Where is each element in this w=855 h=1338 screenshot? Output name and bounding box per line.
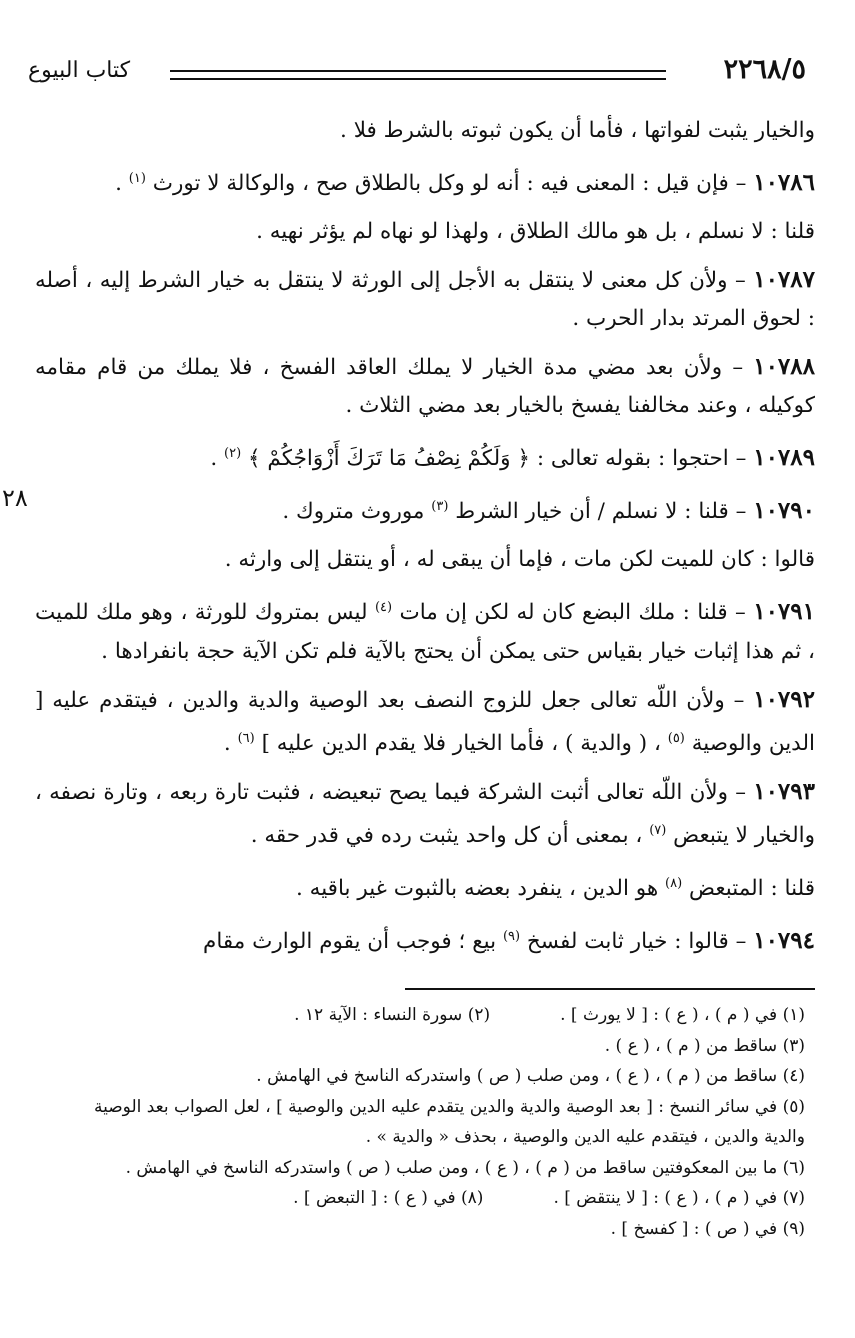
issue-number: ١٠٧٨٨ bbox=[753, 353, 815, 381]
footnote-separator bbox=[405, 988, 815, 990]
issue-number: ١٠٧٨٩ bbox=[753, 444, 815, 472]
paragraph: ١٠٧٩١ – قلنا : ملك البضع كان له لكن إن مات $^{(٤)}$ ليس بمتروك للورثة ، وهو ملك للميت ، ثم هذا إثبات خيار بقياس حتى يمكن أن يحتج بالآية فلم تكن الآية حجة بانفرادها . bbox=[35, 598, 815, 664]
paragraph: ١٠٧٨٧ – ولأن كل معنى لا ينتقل به الأجل إلى الورثة لا ينتقل به خيار الشرط إليه ، أصله : لحوق المرتد بدار الحرب . bbox=[35, 266, 815, 332]
footnote-ref: (٧) bbox=[649, 822, 667, 838]
footnote-ref: (٨) bbox=[665, 875, 683, 891]
running-header bbox=[28, 50, 806, 90]
paragraph: قلنا : لا نسلم ، بل هو مالك الطلاق ، ولهذا لو نهاه لم يؤثر نهيه . bbox=[256, 219, 815, 245]
footnote: (٥) في سائر النسخ : [ بعد الوصية والدية والدين يتقدم عليه الدين والوصية ] ، لعل الصواب بعد الوصية والدية والدين ، فيتقدم عليه الدين والوصية ، بحذف « والدية » . bbox=[93, 1096, 805, 1147]
page-number: ٢٢٦٨/٥ bbox=[723, 54, 806, 85]
footnote: (٣) ساقط من ( م ) ، ( ع ) . bbox=[604, 1035, 805, 1056]
issue-number: ١٠٧٩٠ bbox=[753, 497, 815, 525]
paragraph: ١٠٧٩٢ – ولأن اللّه تعالى جعل للزوج النصف بعد الوصية والدية والدين ، فيتقدم عليه [ الدين والوصية $^{(٥)}$ ، ( والدية ) ، فأما الخيار فلا يقدم الدين عليه ] $^{(٦)}$ . bbox=[35, 685, 815, 756]
footnote-ref: (٩) bbox=[502, 929, 521, 945]
main-text bbox=[35, 112, 815, 971]
footnotes bbox=[60, 1000, 805, 1244]
paragraph: والخيار يثبت لفواتها ، فأما أن يكون ثبوته بالشرط فلا . bbox=[340, 118, 815, 143]
paragraph: ١٠٧٨٩ – احتجوا : بقوله تعالى : ﴿ وَلَكُمْ نِصْفُ مَا تَرَكَ أَزْوَاجُكُمْ ﴾ $^{(٢)}$ . bbox=[210, 444, 815, 472]
footnote: (٨) في ( ع ) : [ التبعض ] . bbox=[293, 1188, 484, 1208]
footnote: (٦) ما بين المعكوفتين ساقط من ( م ) ، ( ع ) ، ومن صلب ( ص ) واستدركه الناسخ في الهامش . bbox=[125, 1157, 805, 1178]
margin-folio-number: ٢٨ bbox=[2, 484, 28, 512]
footnote-ref: (٤) bbox=[374, 600, 393, 616]
issue-number: ١٠٧٩١ bbox=[753, 598, 815, 626]
issue-number: ١٠٧٩٤ bbox=[753, 927, 815, 955]
paragraph: ١٠٧٩٠ – قلنا : لا نسلم / أن خيار الشرط $^{(٣)}$ موروث متروك . bbox=[282, 497, 815, 525]
issue-number: ١٠٧٨٦ bbox=[753, 169, 815, 197]
paragraph: ١٠٧٨٨ – ولأن بعد مضي مدة الخيار لا يملك العاقد الفسخ ، فلا يملك من قام مقامه كوكيله ، وعند مخالفنا يفسخ بالخيار بعد مضي الثلاث . bbox=[35, 353, 815, 419]
issue-number: ١٠٧٨٧ bbox=[753, 266, 815, 294]
paragraph: ١٠٧٨٦ – فإن قيل : المعنى فيه : أنه لو وكل بالطلاق صح ، والوكالة لا تورث $^{(١)}$ . bbox=[115, 169, 815, 197]
footnote: (٤) ساقط من ( م ) ، ( ع ) ، ومن صلب ( ص ) واستدركه الناسخ في الهامش . bbox=[256, 1066, 805, 1086]
footnote-ref: (٦) bbox=[237, 730, 255, 746]
footnote-ref: (٥) bbox=[667, 730, 685, 746]
issue-number: ١٠٧٩٣ bbox=[753, 777, 815, 805]
footnote: (٢) سورة النساء : الآية ١٢ . bbox=[294, 1005, 491, 1025]
book-title: كتاب البيوع bbox=[28, 58, 131, 83]
footnote-ref: (٢) bbox=[224, 446, 242, 462]
paragraph: قالوا : كان للميت لكن مات ، فإما أن يبقى له ، أو ينتقل إلى وارثه . bbox=[224, 547, 815, 573]
footnote: (١) في ( م ) ، ( ع ) : [ لا يورث ] . bbox=[560, 1005, 805, 1025]
footnote-ref: (١) bbox=[128, 171, 146, 186]
footnote: (٧) في ( م ) ، ( ع ) : [ لا ينتقض ] . bbox=[553, 1188, 805, 1208]
paragraph: قلنا : المتبعض $^{(٨)}$ هو الدين ، ينفرد بعضه بالثبوت غير باقيه . bbox=[296, 875, 815, 902]
paragraph: ١٠٧٩٤ – قالوا : خيار ثابت لفسخ $^{(٩)}$ بيع ؛ فوجب أن يقوم الوارث مقام bbox=[203, 927, 815, 955]
footnote: (٩) في ( ص ) : [ كفسخ ] . bbox=[610, 1218, 805, 1239]
footnote-ref: (٣) bbox=[431, 499, 449, 515]
paragraph: ١٠٧٩٣ – ولأن اللّه تعالى أثبت الشركة فيما يصح تبعيضه ، فثبت تارة ربعه ، وتارة نصفه ، والخيار لا يتبعض $^{(٧)}$ ، بمعنى أن كل واحد يثبت رده في قدر حقه . bbox=[35, 777, 815, 848]
issue-number: ١٠٧٩٢ bbox=[753, 685, 815, 713]
header-rule bbox=[170, 70, 666, 80]
